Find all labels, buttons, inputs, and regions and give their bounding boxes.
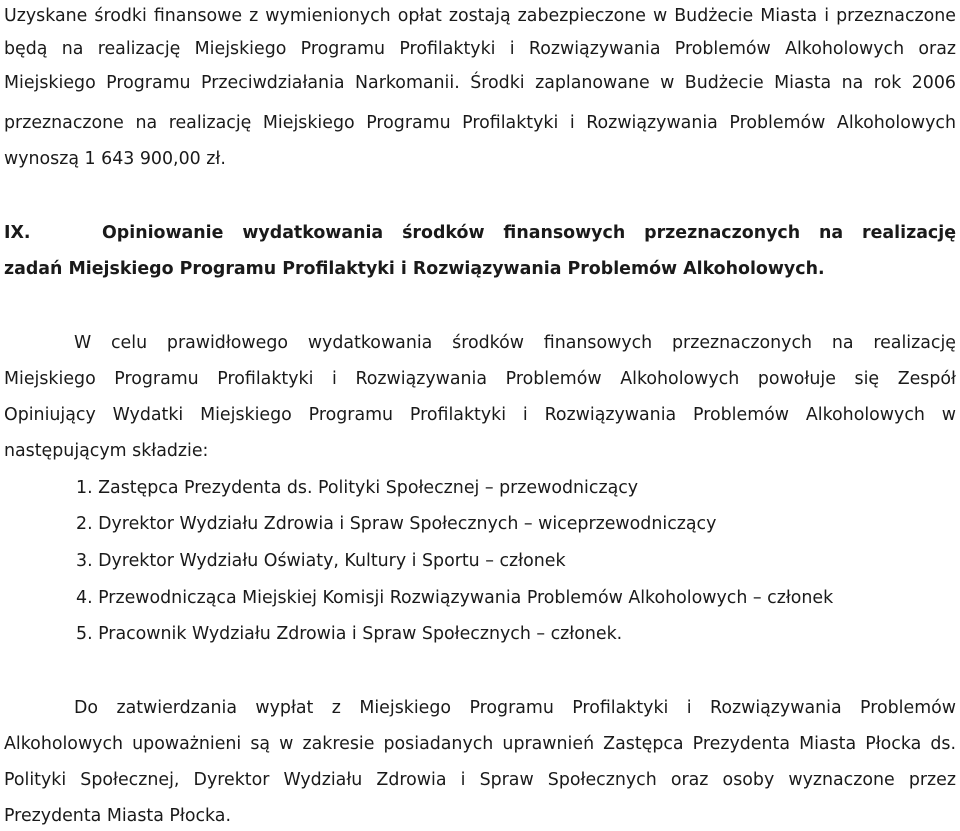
committee-line-2: Miejskiego Programu Profilaktyki i Rozwiązywania Problemów Alkoholowych powołuje się Zespół [4, 369, 956, 389]
approval-line-1: Do zatwierdzania wypłat z Miejskiego Programu Profilaktyki i Rozwiązywania Problemów [74, 698, 956, 718]
committee-line-3: Opiniujący Wydatki Miejskiego Programu Profilaktyki i Rozwiązywania Problemów Alkoholowych w [4, 405, 956, 425]
section-title-line-1: Opiniowanie wydatkowania środków finansowych przeznaczonych na realizację [102, 223, 956, 243]
section-number: IX. [4, 223, 31, 243]
list-item: 3. Dyrektor Wydziału Oświaty, Kultury i Sportu – członek [76, 551, 566, 571]
committee-line-1: W celu prawidłowego wydatkowania środków finansowych przeznaczonych na realizację [74, 333, 956, 353]
intro-line-1: Uzyskane środki finansowe z wymienionych opłat zostają zabezpieczone w Budżecie Miasta i przeznaczone [4, 6, 956, 26]
intro-line-4: przeznaczone na realizację Miejskiego Programu Profilaktyki i Rozwiązywania Problemów Alkoholowych [4, 113, 956, 133]
list-item: 2. Dyrektor Wydziału Zdrowia i Spraw Społecznych – wiceprzewodniczący [76, 514, 717, 534]
list-item: 5. Pracownik Wydziału Zdrowia i Spraw Społecznych – członek. [76, 624, 623, 644]
intro-line-5: wynoszą 1 643 900,00 zł. [4, 149, 226, 169]
intro-line-2: będą na realizację Miejskiego Programu Profilaktyki i Rozwiązywania Problemów Alkoholowych oraz [4, 39, 956, 59]
list-item: 4. Przewodnicząca Miejskiej Komisji Rozwiązywania Problemów Alkoholowych – członek [76, 588, 834, 608]
committee-line-4: następującym składzie: [4, 441, 209, 461]
approval-line-3: Polityki Społecznej, Dyrektor Wydziału Zdrowia i Spraw Społecznych oraz osoby wyznaczone przez [4, 770, 956, 790]
list-item: 1. Zastępca Prezydenta ds. Polityki Społecznej – przewodniczący [76, 478, 639, 498]
approval-line-2: Alkoholowych upoważnieni są w zakresie posiadanych uprawnień Zastępca Prezydenta Miasta Płocka ds. [4, 734, 956, 754]
intro-line-3: Miejskiego Programu Przeciwdziałania Narkomanii. Środki zaplanowane w Budżecie Miasta na rok 2006 [4, 73, 956, 93]
approval-line-4: Prezydenta Miasta Płocka. [4, 806, 231, 826]
section-title-line-2: zadań Miejskiego Programu Profilaktyki i Rozwiązywania Problemów Alkoholowych. [4, 259, 825, 279]
